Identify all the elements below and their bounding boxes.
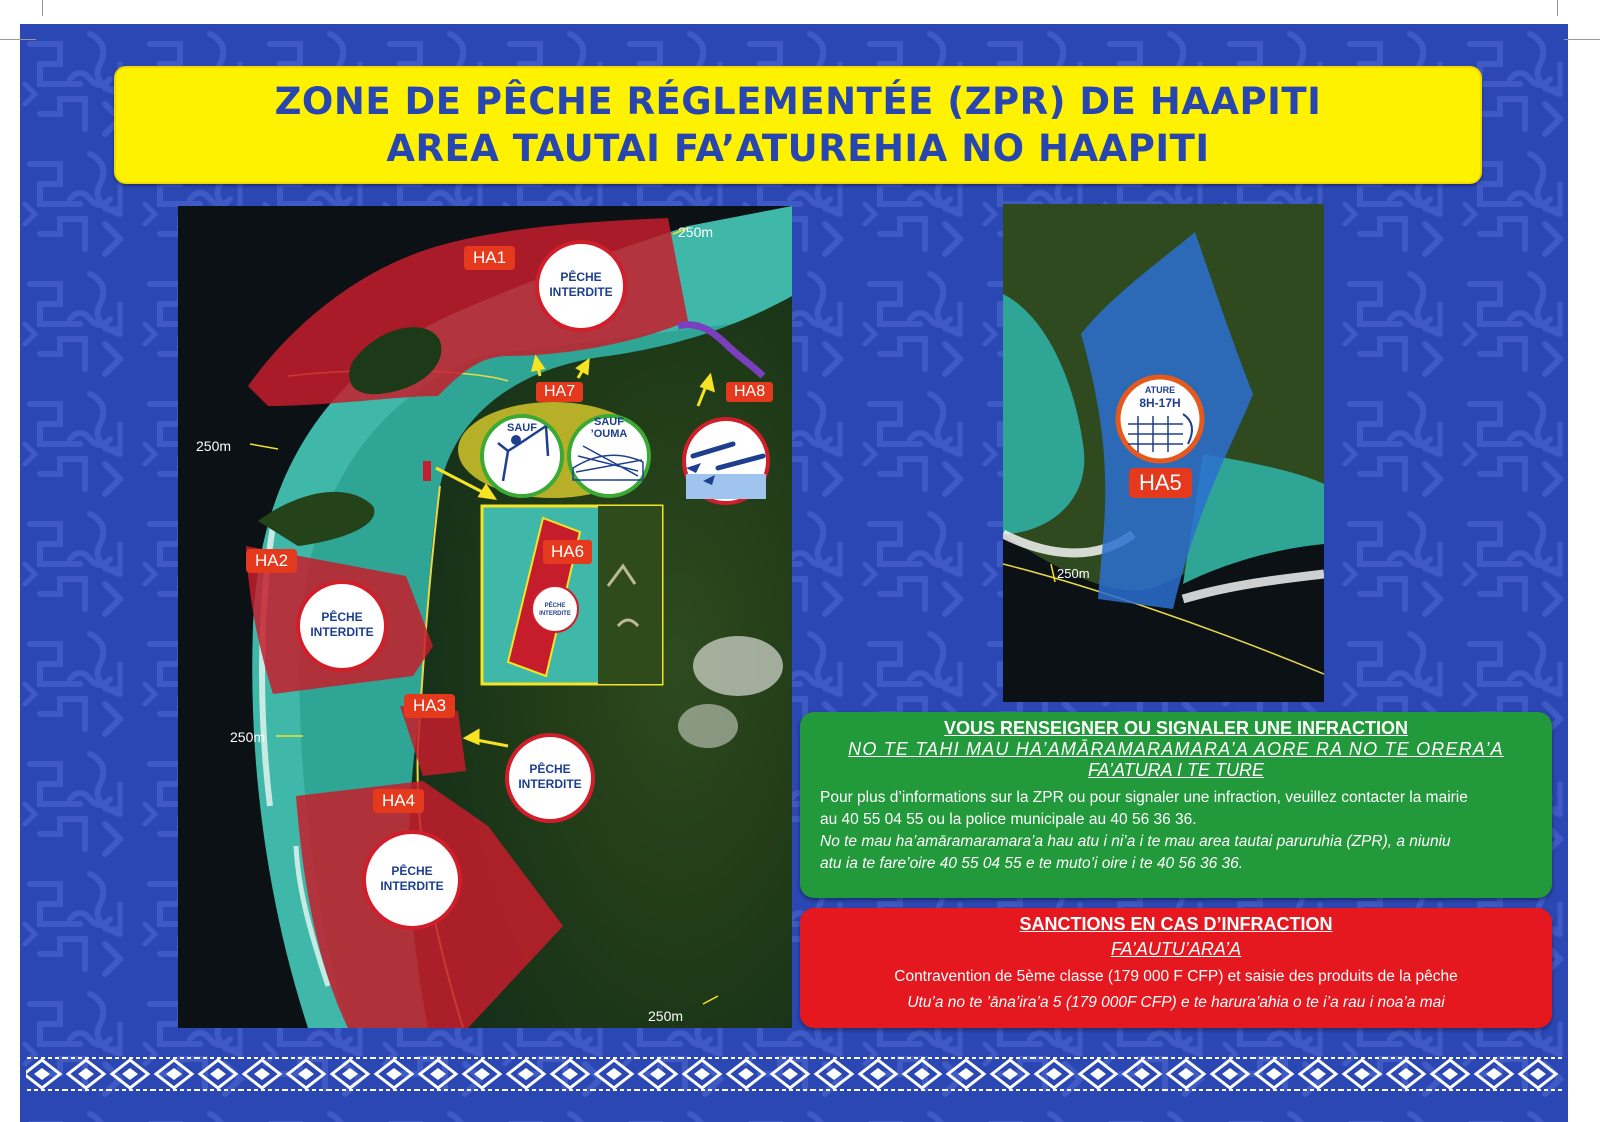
sanctions-box — [800, 908, 1552, 1028]
zone-label-ha1: HA1 — [464, 246, 515, 270]
zone-label-ha3: HA3 — [404, 694, 455, 718]
distance-label: 250m — [1057, 566, 1090, 581]
sanctions-heading-tahitian: FA’AUTU’ARA’A — [1110, 939, 1242, 959]
map-right-ha5 — [1003, 204, 1324, 702]
zone-label-ha6: HA6 — [543, 540, 592, 564]
hours-text: 8H-17H — [1139, 396, 1181, 410]
no-fishing-text-ha1: PÊCHE INTERDITE — [549, 270, 613, 299]
title-line-tahitian: AREA TAUTAI FA’ATUREHIA NO HAAPITI — [386, 127, 1210, 170]
zone-label-ha7: HA7 — [536, 382, 583, 402]
distance-label: 250m — [678, 224, 714, 240]
sanctions-text-tahitian: Utu’a no te ’āna’ira’a 5 (179 000F CFP) e te harura’ahia o te i’a rau i noa’a mai — [907, 994, 1445, 1011]
distance-label: 250m — [648, 1008, 684, 1024]
info-heading-tahitian-2: FA’ATURA I TE TURE — [1087, 760, 1264, 780]
title-banner — [114, 66, 1482, 184]
info-heading-fr: VOUS RENSEIGNER OU SIGNALER UNE INFRACTION — [943, 718, 1409, 738]
info-text-fr-1: Pour plus d’informations sur la ZPR ou pour signaler une infraction, veuillez contacter la mairie — [820, 789, 1468, 806]
crop-mark — [1564, 39, 1600, 40]
info-heading-tahitian-1: NO TE TAHI MAU HA’AMĀRAMARAMARA’A AORE RA NO TE ORERA’A — [848, 739, 1504, 759]
info-contact-box — [800, 712, 1552, 898]
distance-label: 250m — [230, 729, 266, 745]
info-text-fr-2: au 40 55 04 55 ou la police municipale au 40 56 36 36. — [820, 811, 1197, 828]
crop-mark — [1557, 0, 1558, 16]
map-left-haapiti — [178, 206, 792, 1028]
decorative-band — [20, 1052, 1568, 1096]
no-fishing-text-ha4: PÊCHE INTERDITE — [380, 864, 444, 893]
sanctions-heading-fr: SANCTIONS EN CAS D’INFRACTION — [1019, 914, 1333, 934]
crop-mark — [42, 0, 43, 16]
sauf-text: SAUF — [507, 422, 537, 434]
no-fishing-text-ha3: PÊCHE INTERDITE — [518, 762, 582, 791]
no-fishing-text-ha6: PÊCHE INTERDITE — [539, 603, 571, 617]
zone-label-ha4: HA4 — [373, 789, 424, 813]
poster — [20, 24, 1568, 1122]
zone-label-ha5: HA5 — [1129, 468, 1192, 498]
zone-label-ha2: HA2 — [246, 549, 297, 573]
info-text-tahitian-2: atu ia te fare’oire 40 55 04 55 e te muto’i oire i te 40 56 36 36. — [820, 855, 1244, 872]
sauf-ouma-text: SAUF ’OUMA — [590, 416, 628, 440]
no-fishing-text-ha2: PÊCHE INTERDITE — [310, 610, 374, 639]
distance-label: 250m — [196, 438, 232, 454]
title-line-fr: ZONE DE PÊCHE RÉGLEMENTÉE (ZPR) DE HAAPITI — [274, 80, 1322, 123]
info-text-tahitian-1: No te mau ha’amāramaramara’a hau atu i ni’a i te mau area tautai paruruhia (ZPR), a niuniu — [820, 833, 1451, 850]
crop-mark — [0, 39, 36, 40]
ature-text: ATURE — [1144, 385, 1176, 395]
zone-label-ha8: HA8 — [726, 382, 773, 402]
sanctions-text-fr: Contravention de 5ème classe (179 000 F CFP) et saisie des produits de la pêche — [894, 968, 1458, 985]
